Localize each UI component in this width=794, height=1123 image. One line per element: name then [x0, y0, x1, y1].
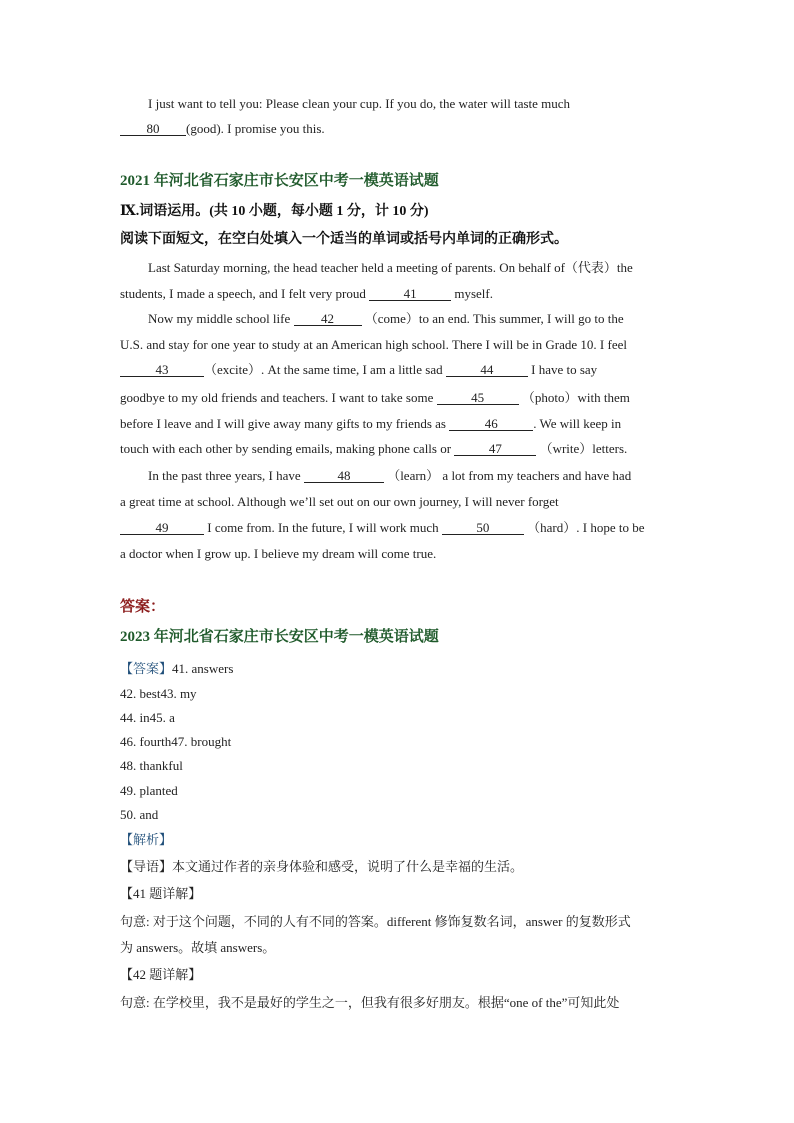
p3-line-1 — [148, 468, 708, 484]
text: （photo）with them — [521, 390, 630, 405]
blank-44: 44 — [446, 363, 528, 377]
p1-line-1: Last Saturday morning, the head teacher held a meeting of parents. On behalf of（代表）the — [148, 260, 633, 275]
text: （write）letters. — [539, 441, 628, 456]
text: （come）to an end. This summer, I will go to the — [364, 311, 624, 326]
analysis-tag: 【解析】 — [120, 832, 173, 847]
intro-text: I just want to tell you: Please clean your cup. If you do, the water will taste much — [148, 96, 571, 111]
answer-line-6: 49. planted — [120, 783, 178, 798]
p3-line-4: a doctor when I grow up. I believe my dream will come true. — [120, 546, 437, 561]
blank-46: 46 — [449, 417, 533, 431]
text: myself. — [454, 286, 493, 301]
answer-line-3: 44. in45. a — [120, 710, 175, 725]
p3-line-3 — [120, 520, 680, 536]
text: Now my middle school life — [148, 311, 291, 326]
q41-tag: 【41 题详解】 — [120, 886, 202, 901]
p2-line-5 — [120, 416, 680, 432]
answer-line-5: 48. thankful — [120, 758, 183, 773]
text: （learn） a lot from my teachers and have had — [387, 468, 632, 483]
blank-43: 43 — [120, 363, 204, 377]
section-title-2023: 2023 年河北省石家庄市长安区中考一模英语试题 — [120, 629, 439, 645]
blank-48: 48 — [304, 469, 384, 483]
p3-line-2: a great time at school. Although we’ll set out on our own journey, I will never forget — [120, 494, 559, 509]
text: （hard）. I hope to be — [527, 520, 645, 535]
text: （excite）. At the same time, I am a little sad — [204, 362, 443, 377]
blank-47: 47 — [454, 442, 536, 456]
p2-line-3 — [120, 362, 680, 378]
section-title-2021: 2021 年河北省石家庄市长安区中考一模英语试题 — [120, 173, 439, 189]
answer-tag: 【答案】 — [120, 661, 173, 676]
instruction: 阅读下面短文，在空白处填入一个适当的单词或括号内单词的正确形式。 — [120, 232, 568, 247]
intro-line-2 — [120, 121, 680, 137]
text: I have to say — [531, 362, 598, 377]
guide-text: 【导语】本文通过作者的亲身体验和感受，说明了什么是幸福的生活。 — [120, 859, 524, 874]
text: students, I made a speech, and I felt very proud — [120, 286, 366, 301]
q41-line-1: 句意: 对于这个问题，不同的人有不同的答案。different 修饰复数名词，answer 的复数形式 — [120, 914, 631, 929]
answer-line-7: 50. and — [120, 807, 159, 822]
q41-line-2: 为 answers。故填 answers。 — [120, 940, 276, 955]
text: . We will keep in — [533, 416, 622, 431]
p2-line-2: U.S. and stay for one year to study at an American high school. There I will be in Grade 10. I feel — [120, 337, 627, 352]
intro-line-1 — [148, 96, 708, 112]
part-heading: Ⅸ.词语运用。(共 10 小题，每小题 1 分，计 10 分) — [120, 204, 429, 219]
text: I come from. In the future, I will work much — [207, 520, 439, 535]
p1-line-2 — [120, 286, 680, 302]
blank-49: 49 — [120, 521, 204, 535]
text: goodbye to my old friends and teachers. I want to take some — [120, 390, 434, 405]
text: In the past three years, I have — [148, 468, 301, 483]
text: before I leave and I will give away many gifts to my friends as — [120, 416, 446, 431]
blank-80: 80 — [120, 122, 186, 136]
text: touch with each other by sending emails, making phone calls or — [120, 441, 452, 456]
answer-label: 答案： — [120, 599, 166, 615]
answer-line-1 — [120, 661, 680, 677]
q42-tag: 【42 题详解】 — [120, 967, 202, 982]
intro-text-2: (good). I promise you this. — [186, 121, 325, 136]
blank-45: 45 — [437, 391, 519, 405]
q42-line-1: 句意: 在学校里，我不是最好的学生之一，但我有很多好朋友。根据“one of the”可知此处 — [120, 995, 620, 1010]
blank-42: 42 — [294, 312, 362, 326]
text: 41. answers — [172, 661, 234, 676]
blank-50: 50 — [442, 521, 524, 535]
p2-line-1 — [148, 311, 708, 327]
p2-line-4 — [120, 390, 680, 406]
p2-line-6 — [120, 441, 680, 457]
answer-line-2: 42. best43. my — [120, 686, 197, 701]
answer-line-4: 46. fourth47. brought — [120, 734, 232, 749]
blank-41: 41 — [369, 287, 451, 301]
